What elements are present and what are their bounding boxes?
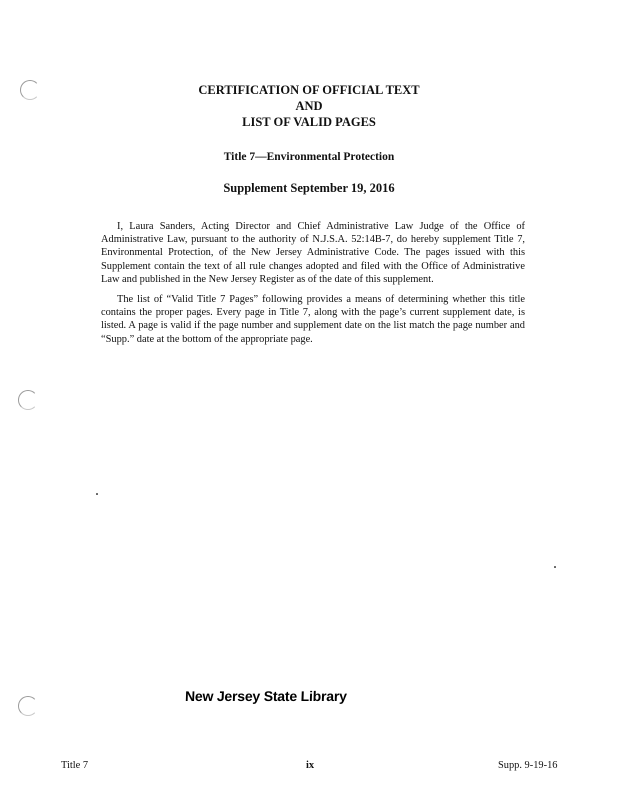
supplement-date-line: Supplement September 19, 2016	[223, 181, 395, 195]
valid-pages-paragraph: The list of “Valid Title 7 Pages” following provides a means of determining whether this title contains the proper pages. Every page in Title 7, along with the page’s current supplement date, is listed. A page is valid if the page number and supplement date on the list match the page number and “Supp.” date at the bottom of the appropriate page.	[101, 294, 525, 345]
certification-body	[101, 220, 525, 353]
certification-heading	[0, 82, 618, 130]
footer-title: Title 7	[61, 760, 89, 771]
library-stamp: New Jersey State Library	[184, 688, 348, 704]
footer-supplement-date: Supp. 9-19-16	[498, 760, 558, 771]
title-line: Title 7—Environmental Protection	[223, 151, 395, 163]
heading-line-3: LIST OF VALID PAGES	[242, 115, 376, 129]
certification-paragraph: I, Laura Sanders, Acting Director and Chief Administrative Law Judge of the Office of Administrative Law, pursuant to the authority of N.J.S.A. 52:14B-7, do hereby supplement Title 7, Environmental Protection, of the New Jersey Administrative Code. The pages issued with this Supplement contain the text of all rule changes adopted and filed with the Office of Administrative Law and published in the New Jersey Register as of the date of this supplement.	[101, 221, 525, 285]
heading-line-1: CERTIFICATION OF OFFICIAL TEXT	[198, 83, 420, 97]
scan-speck	[554, 566, 556, 568]
footer-page-number: ix	[306, 760, 315, 771]
punch-hole-middle	[18, 390, 38, 410]
scan-speck	[96, 493, 98, 495]
punch-hole-bottom	[18, 696, 38, 716]
heading-line-2: AND	[295, 99, 323, 113]
